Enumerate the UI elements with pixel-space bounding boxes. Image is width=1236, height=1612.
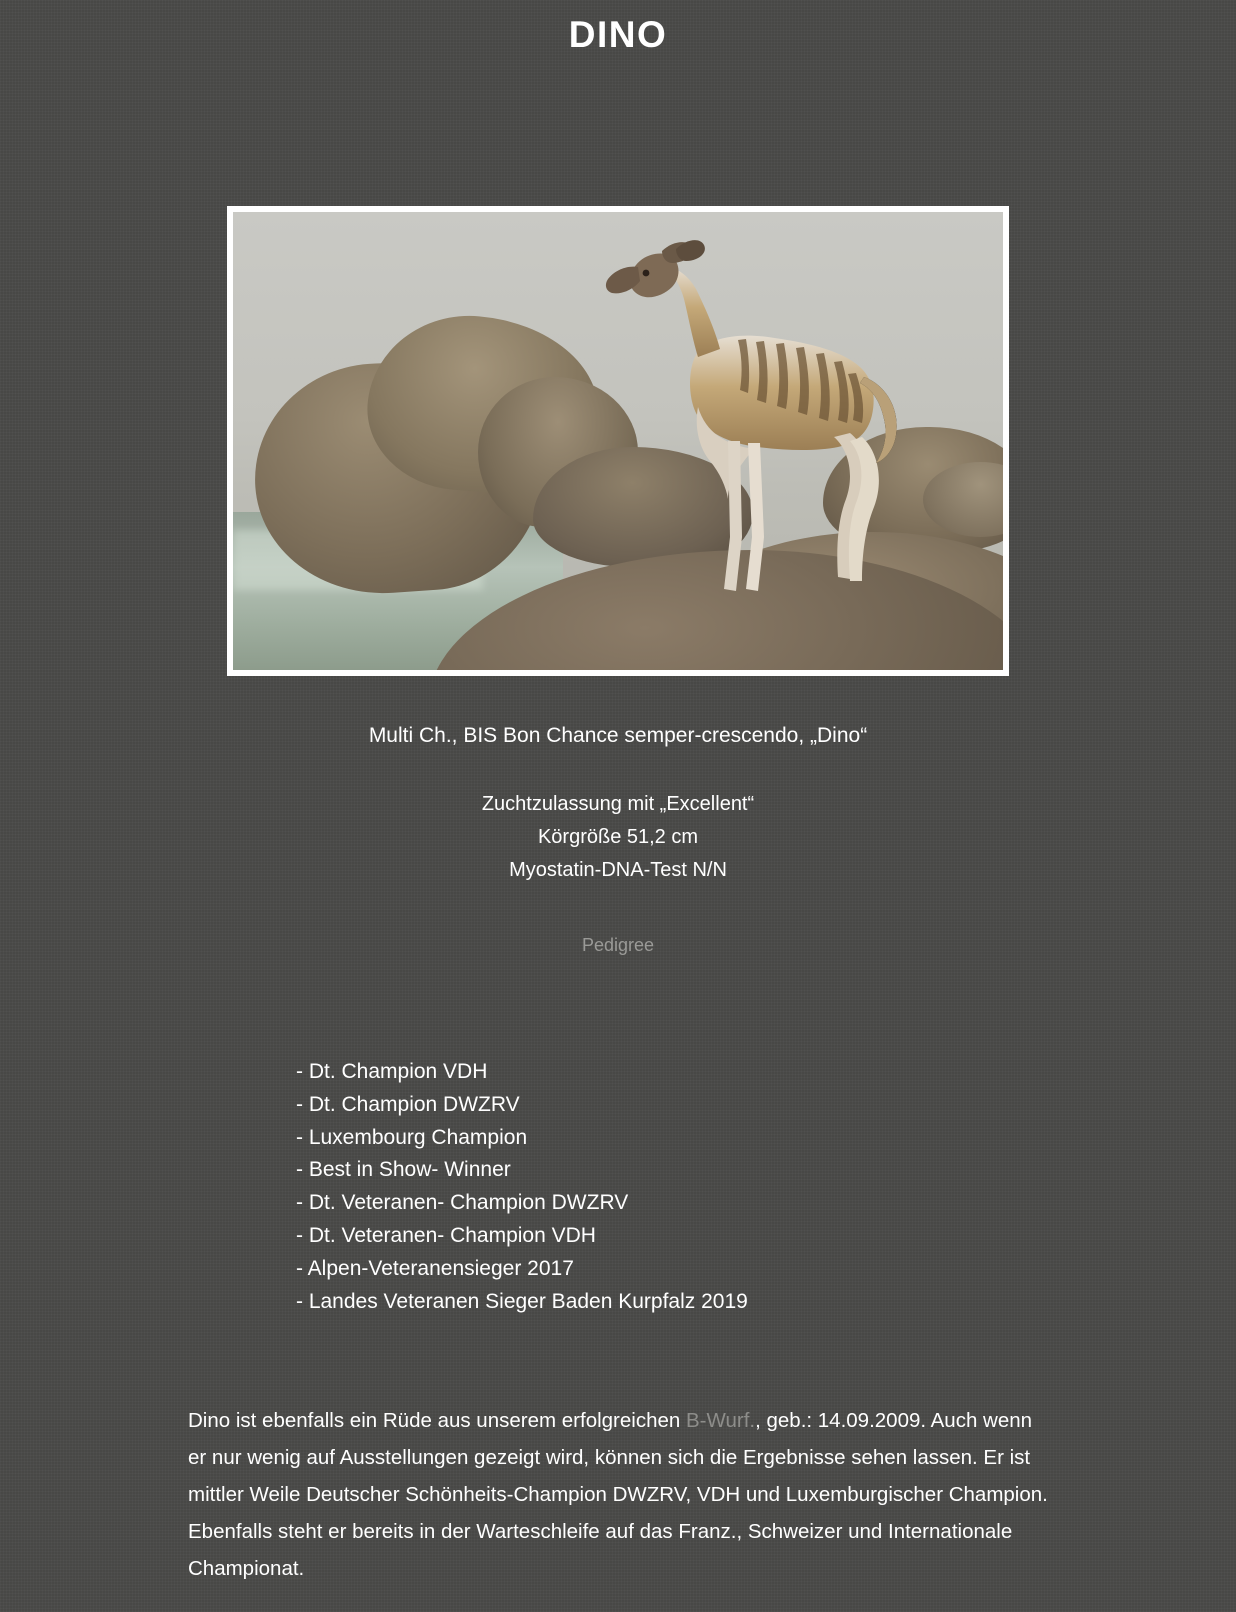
award-item: - Dt. Veteranen- Champion DWZRV	[296, 1191, 629, 1215]
pedigree-link-wrap[interactable]	[0, 935, 1236, 956]
detail-line: Zuchtzulassung mit „Excellent“	[481, 793, 755, 815]
award-item: - Alpen-Veteranensieger 2017	[296, 1256, 574, 1280]
award-item: - Dt. Veteranen- Champion VDH	[296, 1223, 596, 1247]
b-wurf-link[interactable]: B-Wurf.	[685, 1409, 756, 1433]
award-item: - Dt. Champion VDH	[296, 1060, 488, 1083]
description-paragraph	[188, 1402, 1048, 1587]
dog-photo	[233, 212, 1003, 670]
description-part-1: Dino ist ebenfalls ein Rüde aus unserem erfolgreichen	[188, 1409, 686, 1433]
dog-photo-frame	[227, 206, 1009, 676]
description-part-2: , geb.: 14.09.2009. Auch wenn er nur wenig auf Ausstellungen gezeigt wird, können sich die Ergebnisse sehen lassen. Er ist mittler Weile Deutscher Schönheits-Champion DWZRV, VDH und Luxemburgischer Champion. Ebenfalls steht er bereits in der Warteschleife auf das Franz., Schweizer und Internationale Championat.	[188, 1409, 1048, 1581]
pedigree-link[interactable]: Pedigree	[581, 935, 655, 955]
award-item: - Dt. Champion DWZRV	[296, 1092, 520, 1116]
photo-caption: Multi Ch., BIS Bon Chance semper-crescendo, „Dino“	[368, 724, 868, 747]
award-item: - Best in Show- Winner	[296, 1158, 511, 1182]
page-title: DINO	[568, 14, 668, 55]
award-item: - Luxembourg Champion	[296, 1125, 528, 1149]
whippet-dog-figure	[588, 237, 918, 627]
detail-line: Myostatin-DNA-Test N/N	[509, 859, 727, 881]
detail-line: Körgröße 51,2 cm	[537, 826, 699, 848]
dog-details	[0, 788, 1236, 887]
award-item: - Landes Veteranen Sieger Baden Kurpfalz 2019	[296, 1289, 748, 1313]
awards-list	[288, 1056, 948, 1318]
